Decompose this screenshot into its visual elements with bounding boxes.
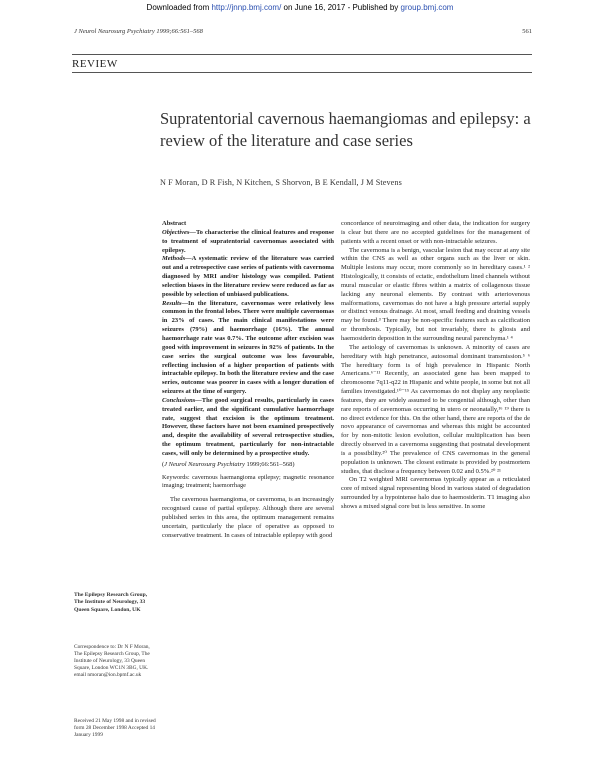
results-text: In the literature, cavernomas were relatively less common in the frontal lobes. There were multiple cavernomas in 23% of cases. The main clinical manifestations were seizures (79%) and haemorrhage (16%). The annual haemorrhage rate was 0.7%. The outcome after excision was good with improvement in seizures in 92% of patients. In the case series the surgical outcome was less favourable, reflecting inclusion of a higher proportion of patients with intractable epilepsy. In both the literature review and the case series, outcome was poorer in cases with a longer duration of seizures at the time of surgery. (162, 299, 334, 396)
download-middle: on June 16, 2017 - Published by (283, 3, 399, 12)
article-title: Supratentorial cavernous haemangiomas and epilepsy: a review of the literature and case series (160, 109, 531, 150)
intro-paragraph: The cavernous haemangioma, or cavernoma, is an increasingly recognised cause of partial epilepsy. Although there are several published series in this area, the optimum management remains uncertain, particularly the place of operative as opposed to conservative treatment. In cases of intractable epilepsy with good (162, 496, 334, 539)
citation-journal: J Neurol Neurosurg Psychiatry (164, 460, 245, 468)
body-paragraph-3: The aetiology of cavernomas is unknown. A minority of cases are hereditary with high penetrance, autosomal dominant transmission.⁵ ⁶ The hereditary form is of high prevalence in Hispanic North Americans.⁶⁻¹¹ Recently, an associated gene has been mapped to chromosome 7q11-q22 in Hispanic and white people, in some but not all families investigated.¹⁰⁻¹⁵ As cavernomas do not display any neoplastic features, they are widely assumed to be congenital although, other than rare reports of cavernomas occurring in utero or neonatally,¹⁶ ¹⁹ there is no direct evidence for this. On the other hand, there are reports of the de novo appearance of cavernomas and whereas this might be accounted for by non-mitotic lesion evolution, cellular multiplication has been directly observed in a cavernoma suggesting that postnatal development is a possibility.²⁰ The prevalence of CNS cavernomas in the general population is unknown. The closest estimate is provided by postmortem studies, that disclose a frequency between 0.02 and 0.5%.²⁰ ²¹ (341, 343, 530, 475)
right-column (341, 220, 530, 512)
section-bottom-rule (72, 72, 532, 73)
abstract-methods (162, 255, 334, 299)
abstract-objectives (162, 229, 334, 256)
abstract-heading: Abstract (162, 220, 187, 227)
conclusions-text: The good surgical results, particularly in cases treated earlier, and the significant cumulative haemorrhage rate, suggest that excision is the optimum treatment. However, these factors have not been examined prospectively and, despite the availability of several retrospective studies, the optimum treatment, particularly for non-intractable cases, will only be determined by a prospective study. (162, 396, 334, 457)
download-banner (0, 3, 600, 12)
methods-label: Methods— (162, 255, 192, 263)
section-label: REVIEW (72, 58, 118, 70)
body-paragraph-2: The cavernoma is a benign, vascular lesion that may occur at any site within the CNS as well as other organs such as the liver or skin. Multiple lesions may occur, more commonly so in hereditary cases.¹ ² Histologically, it consists of ectatic, endothelium lined channels without mural muscular or elastic fibres within a matrix of collagenous tissue lacking any neuronal elements. By contrast with arteriovenous malformations, cavernomas do not have a high pressure arterial supply or distinct venous drainage. At most, small feeding and draining vessels may be found.³ There may be non-specific features such as calcification or thrombosis. Typically, but not invariably, there is gliosis and haemosiderin deposition in the surrounding neural parenchyma.¹ ⁴ (341, 246, 530, 342)
conclusions-label: Conclusions— (162, 396, 202, 404)
keywords: Keywords: cavernous haemangioma epilepsy; magnetic resonance imaging; treatment; haemorrhage (162, 473, 334, 489)
author-list: N F Moran, D R Fish, N Kitchen, S Shorvon, B E Kendall, J M Stevens (160, 178, 402, 187)
received-dates: Received 21 May 1998 and in revised form 28 December 1998 Accepted 14 January 1999 (74, 718, 156, 738)
download-url-link[interactable]: http://jnnp.bmj.com/ (211, 3, 282, 12)
correspondence: Correspondence to: Dr N F Moran, The Epilepsy Research Group, The Institute of Neurology, 33 Queen Square, London WC1N 3BG, UK. email nmoran@ion.bpmf.ac.uk (74, 644, 150, 678)
citation-rest: 1999;66:561–568 (246, 460, 293, 468)
objectives-label: Objectives— (162, 228, 196, 236)
page-number: 561 (522, 28, 532, 35)
abstract-results (162, 300, 334, 397)
objectives-text: To characterise the clinical features and response to treatment of supratentorial cavernomas associated with epilepsy. (162, 228, 334, 254)
results-label: Results— (162, 299, 189, 307)
methods-text: A systematic review of the literature was carried out and a retrospective case series of patients with cavernoma diagnosed by MRI and/or histology was compiled. Patient selection biases in the literature review were reduced as far as possible by selection of unbiased publications. (162, 255, 334, 298)
affiliation: The Epilepsy Research Group, The Institute of Neurology, 33 Queen Square, London, UK (74, 592, 148, 613)
running-head-citation: J Neurol Neurosurg Psychiatry 1999;66:561–568 (74, 28, 203, 35)
section-top-rule (72, 54, 532, 55)
abstract-conclusions (162, 397, 334, 459)
abstract-citation: (J Neurol Neurosurg Psychiatry 1999;66:561–568) (162, 460, 295, 468)
publisher-link[interactable]: group.bmj.com (400, 3, 454, 12)
running-head (74, 28, 532, 35)
body-paragraph-1: concordance of neuroimaging and other data, the indication for surgery is clear but there are no accepted guidelines for the management of patients with a recent onset or with non-intractable seizures. (341, 220, 530, 245)
body-paragraph-4: On T2 weighted MRI cavernomas typically appear as a reticulated core of mixed signal representing blood in various stated of degradation surrounded by a hypointense halo due to haemosiderin. T1 imaging also shows a mixed signal core but is less sensitive. In some (341, 476, 530, 510)
left-column (162, 220, 334, 540)
download-prefix: Downloaded from (146, 3, 210, 12)
